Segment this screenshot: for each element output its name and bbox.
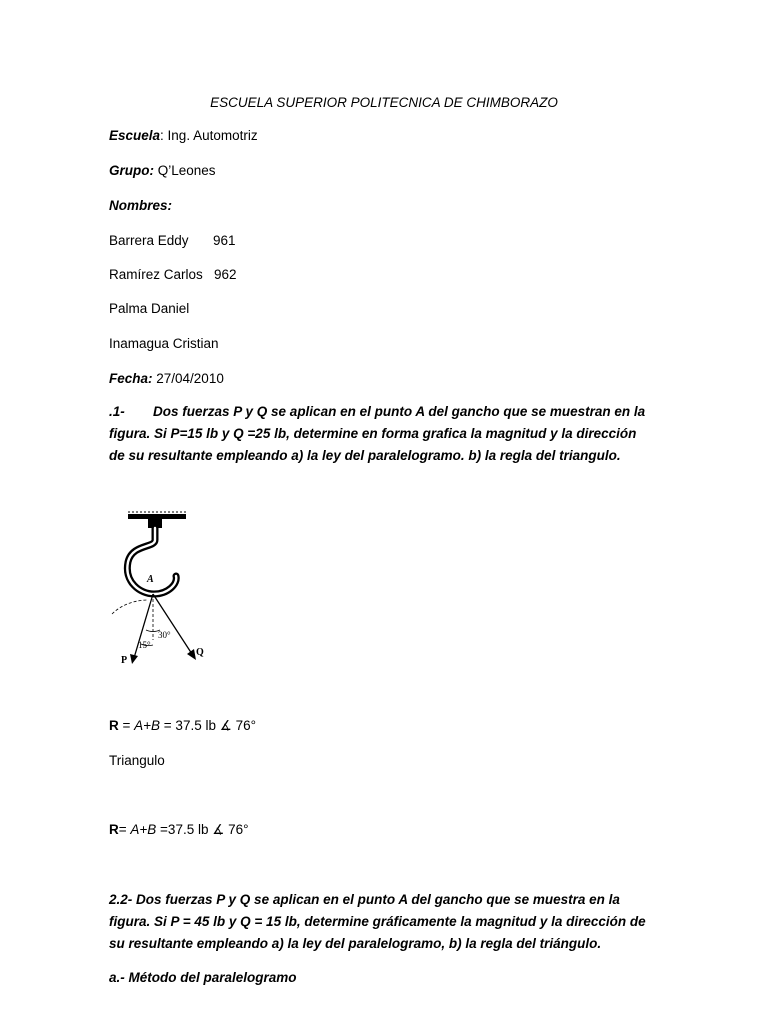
label-P: P — [121, 655, 128, 666]
problem-1-line: de su resultante empleando a) la ley del paralelogramo. b) la regla del triangulo. — [109, 448, 621, 463]
member-row — [109, 335, 219, 353]
fecha-line — [109, 370, 224, 388]
member-row — [109, 232, 236, 250]
grupo-value: Q’Leones — [154, 163, 216, 178]
problem-2-line: 2.2- Dos fuerzas P y Q se aplican en el punto A del gancho que se muestra en la — [109, 892, 620, 907]
result-value: =37.5 lb ∡ 76° — [156, 822, 249, 837]
member-code: 962 — [214, 267, 237, 282]
result-parallelogram: R = A+B = 37.5 lb ∡ 76° — [109, 718, 256, 733]
grupo-label: Grupo: — [109, 163, 154, 178]
grupo-line — [109, 162, 216, 180]
problem-2-number: 2.2- — [109, 892, 133, 907]
member-name: Barrera Eddy — [109, 233, 189, 248]
member-name: Inamagua Cristian — [109, 336, 219, 351]
force-P-arrowhead — [130, 654, 138, 664]
result-r-symbol: R — [109, 718, 119, 733]
nombres-label: Nombres: — [109, 198, 173, 213]
problem-1-number: .1- — [109, 404, 125, 419]
problem-2-line: su resultante empleando a) la ley del paralelogramo, b) la regla del triángulo. — [109, 936, 602, 951]
label-A: A — [147, 574, 154, 585]
label-Q: Q — [196, 647, 204, 658]
fecha-value: 27/04/2010 — [152, 371, 224, 386]
document-title: ESCUELA SUPERIOR POLITECNICA DE CHIMBORAZO — [210, 95, 558, 110]
force-Q-arrowhead — [187, 649, 196, 660]
result-r-symbol: R — [109, 822, 119, 837]
member-row — [109, 300, 189, 318]
dashed-arc — [112, 600, 148, 614]
problem-2-statement — [109, 889, 646, 955]
escuela-line — [109, 127, 258, 145]
member-name: Ramírez Carlos — [109, 267, 203, 282]
fecha-label: Fecha: — [109, 371, 153, 386]
member-row — [109, 266, 237, 284]
member-name: Palma Daniel — [109, 301, 190, 316]
result-sum: A+B — [130, 822, 157, 837]
angle-P-label: 15° — [138, 640, 151, 650]
problem-1-statement — [109, 401, 646, 467]
problem-2-line: figura. Si P = 45 lb y Q = 15 lb, determine gráficamente la magnitud y la dirección de — [109, 914, 646, 929]
result-triangle: R= A+B =37.5 lb ∡ 76° — [109, 822, 249, 837]
result-sum: A+B — [134, 718, 161, 733]
escuela-value: : Ing. Automotriz — [160, 128, 258, 143]
triangulo-heading: Triangulo — [109, 753, 165, 768]
escuela-label: Escuela — [109, 128, 161, 143]
angle-Q-label: 30° — [158, 630, 171, 640]
member-code: 961 — [213, 233, 236, 248]
method-heading: a.- Método del paralelogramo — [109, 970, 297, 985]
problem-1-line: figura. Si P=15 lb y Q =25 lb, determine en forma grafica la magnitud y la dirección — [109, 426, 637, 441]
ceiling-plate — [128, 514, 186, 519]
result-value: = 37.5 lb ∡ 76° — [160, 718, 256, 733]
force-Q-vector — [153, 594, 192, 654]
problem-1-line: .1- Dos fuerzas P y Q se aplican en el punto A del gancho que se muestran en la — [109, 401, 629, 423]
hook-force-diagram — [108, 508, 218, 672]
